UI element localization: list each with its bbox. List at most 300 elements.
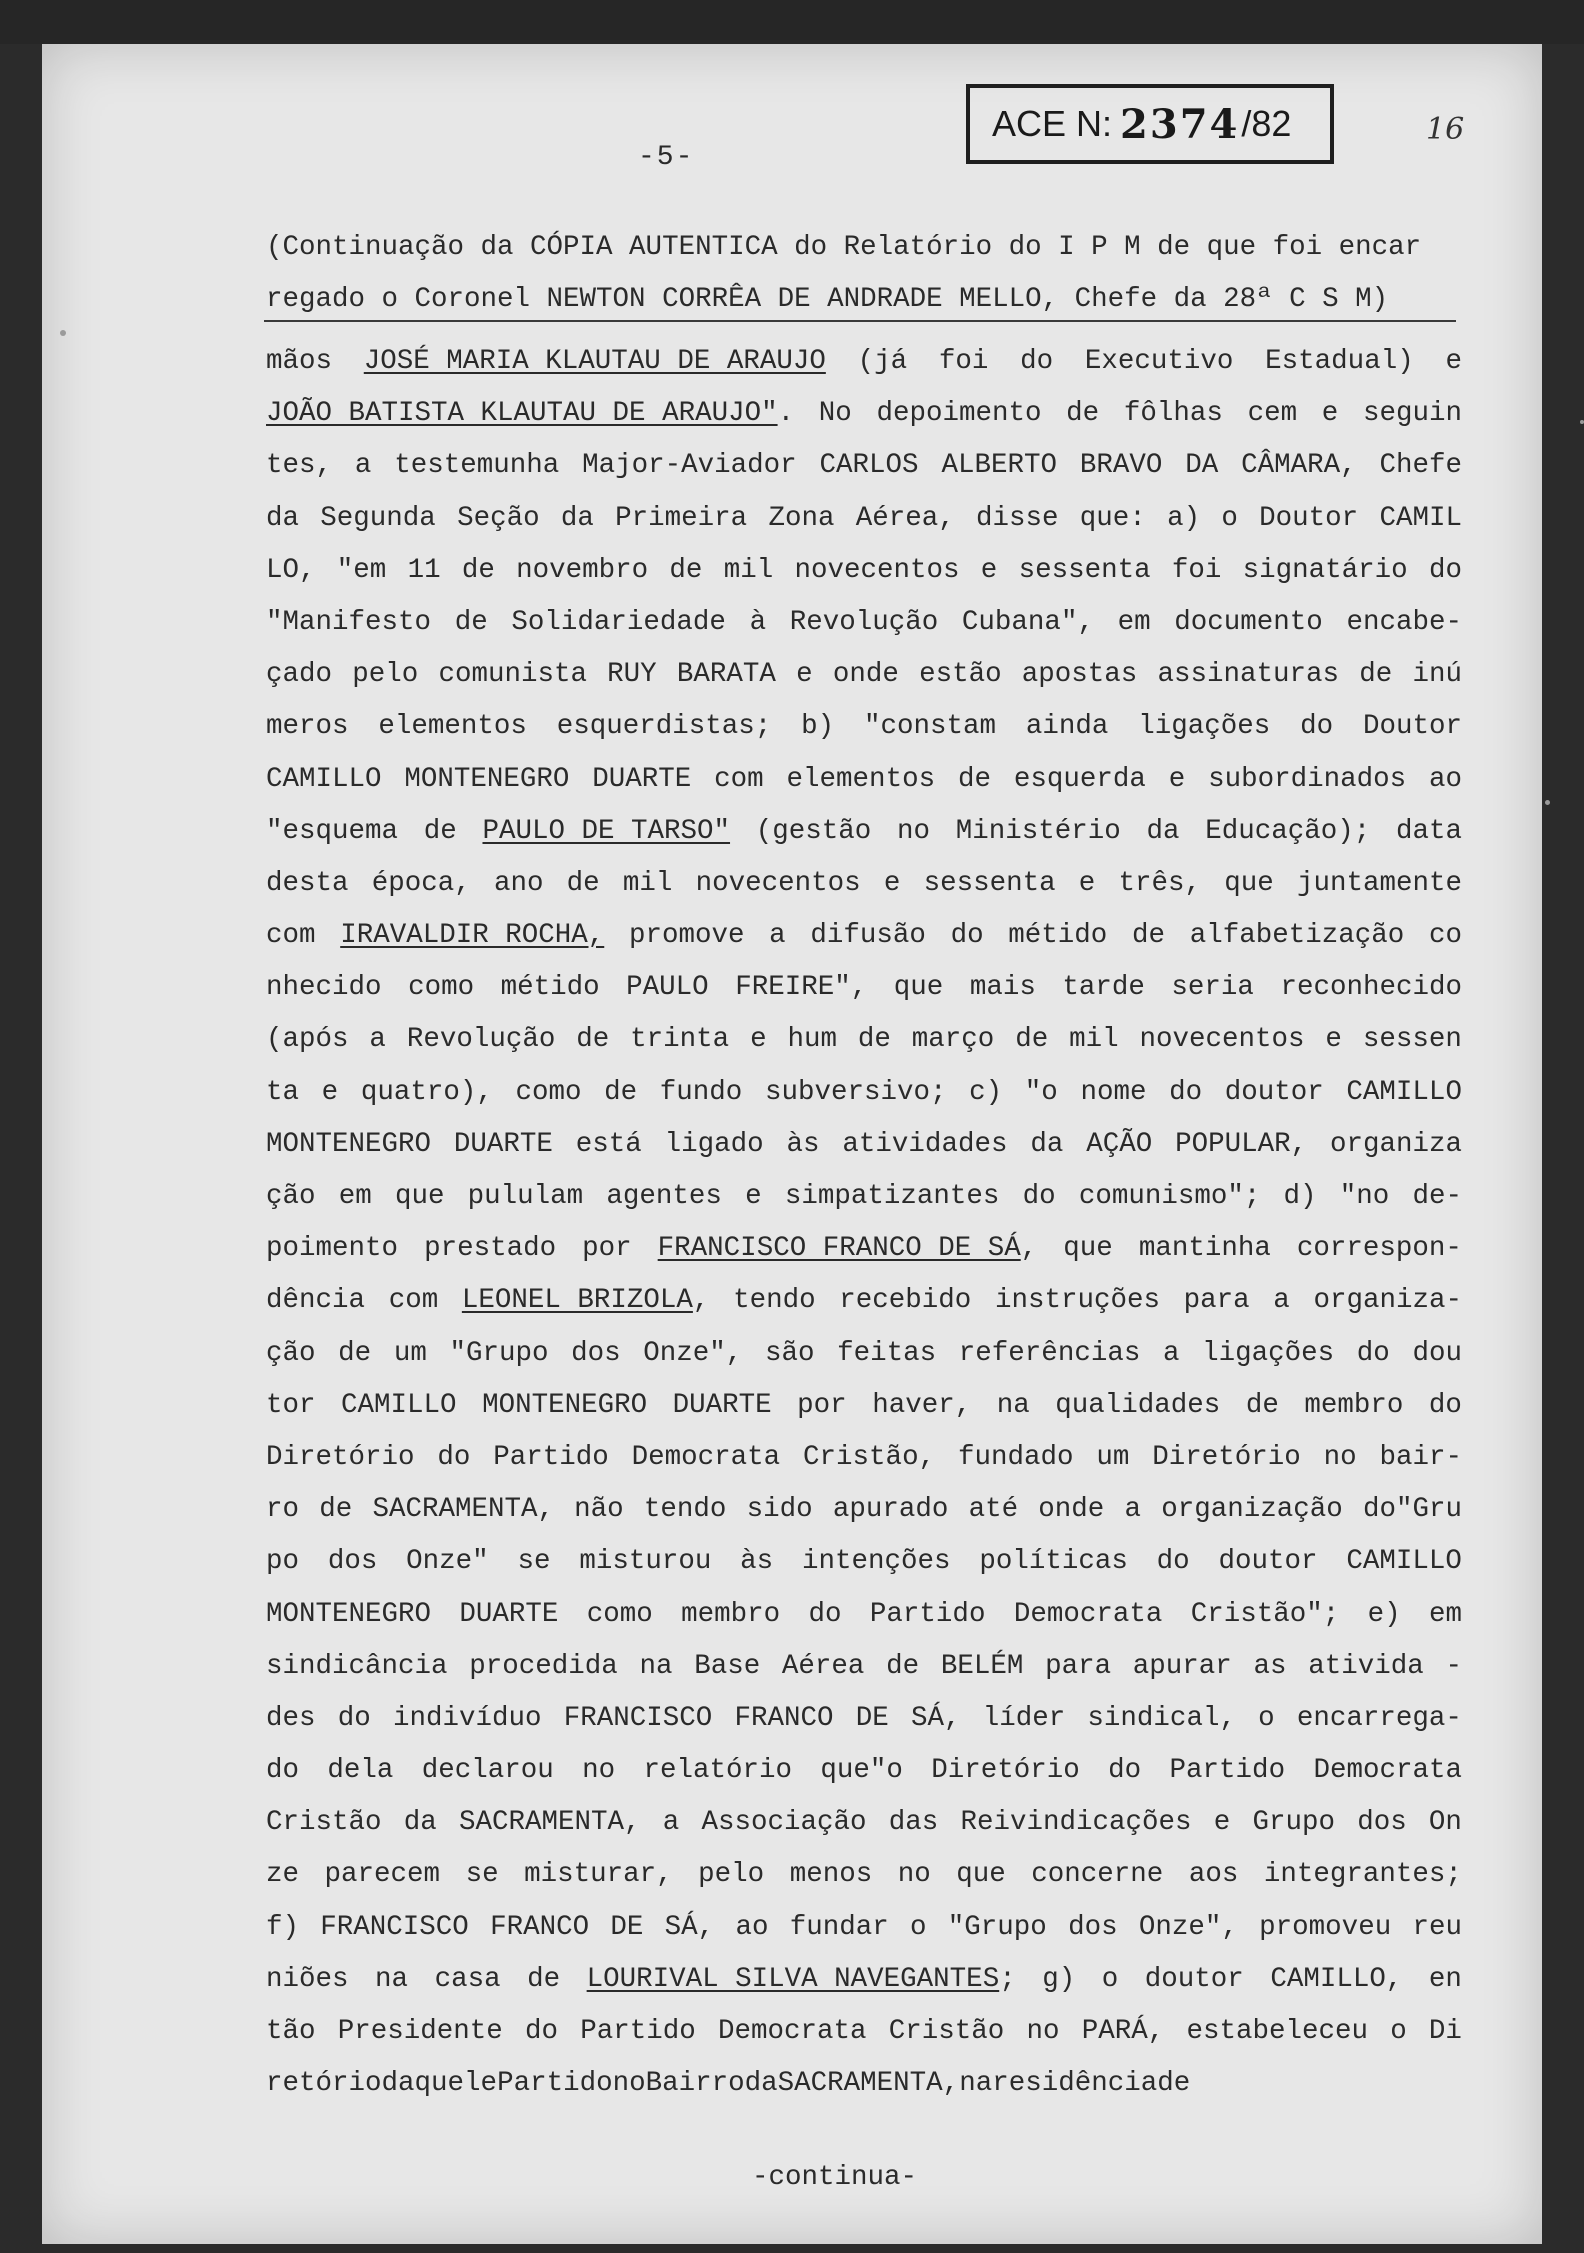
word: organização bbox=[1161, 1494, 1343, 1526]
underlined-name bbox=[340, 920, 604, 951]
word: a bbox=[354, 450, 372, 482]
underlined-name bbox=[587, 1964, 1016, 1995]
word: Presidente bbox=[337, 2016, 503, 2047]
word: qualidades bbox=[1055, 1389, 1221, 1421]
word: data bbox=[1395, 815, 1462, 847]
word: doutor bbox=[1218, 1546, 1318, 1578]
word: subversivo; bbox=[764, 1076, 947, 1108]
word: na bbox=[639, 1650, 673, 1682]
word: como bbox=[515, 1076, 582, 1108]
word: BELÉM bbox=[940, 1650, 1024, 1682]
word: SACRAMENTA, bbox=[372, 1494, 554, 1526]
underlined-text: PAULO DE TARSO" bbox=[482, 815, 731, 847]
word: tarde bbox=[1062, 972, 1145, 1004]
word: sindical, bbox=[1087, 1702, 1236, 1734]
word: bair- bbox=[1379, 1441, 1462, 1473]
word: dos bbox=[327, 1546, 378, 1578]
word: de bbox=[454, 606, 488, 638]
word: encabe- bbox=[1346, 606, 1462, 638]
word: do bbox=[337, 1702, 371, 1734]
page-number: -5- bbox=[638, 142, 695, 173]
word: meros bbox=[266, 711, 349, 743]
word: pelo bbox=[698, 1859, 765, 1891]
word: parecem bbox=[324, 1859, 441, 1891]
word: com bbox=[388, 1285, 439, 1317]
word: foi bbox=[1171, 554, 1222, 586]
word: Diretório bbox=[266, 1441, 415, 1473]
word: signatário bbox=[1242, 554, 1408, 586]
word: esquerda bbox=[1013, 763, 1146, 795]
punctuation: ; bbox=[999, 1963, 1016, 1995]
word: de bbox=[669, 554, 703, 586]
word: e bbox=[1325, 1024, 1342, 1056]
word: a bbox=[1273, 1285, 1290, 1317]
word: o bbox=[1390, 2016, 1407, 2047]
word: estabeleceu bbox=[1186, 2016, 1368, 2047]
word: organiza bbox=[1329, 1128, 1462, 1160]
word: que bbox=[1224, 867, 1274, 899]
word: e bbox=[745, 1181, 762, 1212]
word: nhecido bbox=[266, 972, 382, 1004]
word: Major-Aviador bbox=[582, 450, 797, 482]
underlined-name bbox=[266, 398, 794, 429]
word: ta bbox=[266, 1076, 300, 1108]
header-divider bbox=[264, 320, 1456, 322]
text-line bbox=[266, 1859, 1462, 1911]
word: Aérea bbox=[781, 1650, 865, 1682]
word: métido bbox=[1008, 920, 1108, 952]
word: que"o bbox=[820, 1755, 903, 1787]
word: procedida bbox=[469, 1650, 618, 1682]
word: "em bbox=[336, 554, 387, 586]
word: On bbox=[1428, 1807, 1462, 1839]
word: Doutor bbox=[1362, 711, 1462, 743]
word: o bbox=[1101, 1963, 1119, 1995]
word: o bbox=[1258, 1702, 1275, 1734]
word: PAULO bbox=[626, 972, 709, 1004]
word: que bbox=[1063, 1233, 1113, 1265]
word: haver, bbox=[872, 1389, 972, 1421]
word: Cristão"; bbox=[1190, 1598, 1340, 1630]
word: às bbox=[786, 1128, 820, 1160]
word: menos bbox=[789, 1859, 873, 1891]
word: no bbox=[582, 1755, 616, 1787]
text-line bbox=[266, 1912, 1462, 1964]
word: do bbox=[1020, 346, 1054, 377]
word: às bbox=[740, 1546, 774, 1578]
word: poimento bbox=[266, 1233, 399, 1265]
word: Revolução bbox=[789, 606, 939, 638]
document-header bbox=[266, 222, 1456, 326]
word: mil bbox=[622, 867, 673, 899]
word: do bbox=[437, 1441, 471, 1473]
text-line bbox=[266, 2016, 1462, 2068]
word: na bbox=[996, 1389, 1030, 1421]
word: que bbox=[394, 1181, 445, 1212]
word: po bbox=[266, 1546, 300, 1578]
word: feitas bbox=[837, 1337, 937, 1369]
word: alfabetização bbox=[1189, 920, 1405, 952]
word: reu bbox=[1412, 1911, 1462, 1943]
word: No bbox=[818, 398, 852, 430]
word: d) bbox=[1283, 1181, 1317, 1212]
word: Cristão, bbox=[803, 1441, 936, 1473]
word: promove bbox=[628, 920, 745, 952]
word: líder bbox=[982, 1702, 1066, 1734]
text-line bbox=[266, 972, 1462, 1024]
scan-speck bbox=[1580, 420, 1584, 424]
word: novembro bbox=[516, 554, 649, 586]
word: se bbox=[517, 1546, 551, 1578]
text-line bbox=[266, 1442, 1462, 1494]
word: ALBERTO bbox=[941, 450, 1057, 482]
word: do bbox=[808, 1598, 842, 1630]
word: (gestão bbox=[755, 815, 872, 847]
text-line bbox=[266, 2068, 1462, 2120]
word: des bbox=[266, 1702, 316, 1734]
word: de bbox=[527, 1963, 561, 1995]
word: DUARTE bbox=[672, 1389, 772, 1421]
word: elementos bbox=[786, 763, 936, 795]
word: sido bbox=[746, 1494, 813, 1526]
word: (já bbox=[857, 346, 908, 377]
word: MONTENEGRO bbox=[266, 1598, 432, 1630]
word: Seção bbox=[457, 502, 540, 534]
word: Partido bbox=[869, 1598, 986, 1630]
word: DA bbox=[1185, 450, 1219, 482]
word: seria bbox=[1171, 972, 1254, 1004]
word: desta bbox=[266, 867, 349, 899]
word: à bbox=[749, 606, 767, 638]
word: retório bbox=[266, 2068, 382, 2100]
word: onde bbox=[1038, 1494, 1105, 1526]
word: documento bbox=[1174, 606, 1323, 638]
word: de bbox=[1132, 920, 1166, 952]
word: Ministério bbox=[955, 815, 1121, 847]
word: a) bbox=[1167, 502, 1201, 534]
word: seguin bbox=[1362, 398, 1462, 430]
text-line bbox=[266, 659, 1462, 711]
word: integrantes; bbox=[1263, 1859, 1462, 1891]
underlined-name bbox=[658, 1233, 1038, 1264]
word: novecentos bbox=[794, 554, 960, 586]
word: novecentos bbox=[695, 867, 861, 899]
header-line-2: regado o Coronel NEWTON CORRÊA DE ANDRADE MELLO, Chefe da 28ª C S M) bbox=[266, 284, 1389, 315]
word: intenções bbox=[801, 1546, 951, 1578]
word: de bbox=[886, 1650, 920, 1682]
word: Diretório bbox=[1152, 1441, 1301, 1473]
word: ainda bbox=[1025, 711, 1109, 743]
word: simpatizantes bbox=[784, 1181, 1000, 1212]
text-line bbox=[266, 607, 1462, 659]
word: AÇÃO bbox=[1086, 1128, 1153, 1160]
word: declarou bbox=[421, 1755, 554, 1787]
word: CAMILLO, bbox=[1270, 1963, 1403, 1995]
word: BRAVO bbox=[1079, 450, 1163, 482]
word: POPULAR, bbox=[1175, 1128, 1308, 1160]
word: reconhecido bbox=[1280, 972, 1462, 1004]
word: com bbox=[266, 920, 316, 952]
word: Di bbox=[1428, 2016, 1462, 2047]
word: doutor bbox=[1144, 1963, 1244, 1995]
word: de bbox=[461, 554, 495, 586]
word: correspon- bbox=[1296, 1233, 1462, 1265]
word: fundado bbox=[957, 1441, 1074, 1473]
word: em bbox=[338, 1181, 372, 1212]
word: para bbox=[1183, 1285, 1250, 1317]
word: encarrega- bbox=[1296, 1702, 1462, 1734]
continuation-note: -continua- bbox=[752, 2162, 918, 2193]
text-line bbox=[266, 1181, 1462, 1233]
text-line bbox=[266, 1546, 1462, 1598]
word: apurado bbox=[832, 1494, 949, 1526]
word: estão bbox=[919, 659, 1002, 691]
word: do bbox=[266, 1755, 300, 1787]
word: ção bbox=[266, 1181, 316, 1212]
word: Democrata bbox=[631, 1441, 781, 1473]
word: trinta bbox=[630, 1024, 730, 1056]
word: CAMILLO bbox=[1346, 1546, 1462, 1578]
word: e bbox=[980, 554, 998, 586]
word: ano bbox=[493, 867, 544, 899]
word: residência bbox=[992, 2068, 1158, 2100]
word: de bbox=[1245, 1389, 1279, 1421]
word: de- bbox=[1412, 1181, 1462, 1212]
word: inú bbox=[1412, 659, 1462, 691]
word: comunista bbox=[438, 659, 587, 691]
text-line bbox=[266, 450, 1462, 502]
punctuation: , bbox=[1020, 1233, 1038, 1265]
word: da bbox=[1030, 1128, 1064, 1160]
word: MONTENEGRO bbox=[404, 763, 570, 795]
word: doutor bbox=[1224, 1076, 1324, 1108]
word: e) bbox=[1367, 1598, 1401, 1630]
text-line bbox=[266, 1233, 1462, 1285]
underlined-text: FRANCISCO FRANCO DE SÁ bbox=[657, 1233, 1021, 1265]
word: do bbox=[1156, 1546, 1190, 1578]
word: Bairro bbox=[645, 2068, 745, 2100]
word: fundar bbox=[789, 1911, 889, 1943]
word: do bbox=[524, 2016, 558, 2047]
word: apurar bbox=[1132, 1650, 1232, 1682]
underlined-name bbox=[462, 1285, 710, 1316]
word: as bbox=[1253, 1650, 1287, 1682]
word: esquerdistas; bbox=[556, 711, 772, 743]
word: tão bbox=[266, 2016, 316, 2047]
word: do bbox=[1108, 1755, 1142, 1787]
word: daquele bbox=[381, 2068, 498, 2100]
word: - bbox=[1445, 1650, 1462, 1682]
word: novecentos bbox=[1139, 1024, 1305, 1056]
word: ativida bbox=[1308, 1650, 1424, 1682]
word: casa bbox=[434, 1963, 501, 1995]
underlined-name bbox=[482, 816, 730, 847]
word: e bbox=[796, 659, 813, 691]
word: Partido bbox=[1169, 1755, 1286, 1787]
word: ro bbox=[266, 1494, 300, 1526]
word: CAMILLO bbox=[1346, 1076, 1462, 1108]
body-text bbox=[266, 346, 1462, 2120]
word: en bbox=[1428, 1963, 1462, 1995]
word: de bbox=[576, 1024, 610, 1056]
word: ligado bbox=[664, 1128, 764, 1160]
word: difusão bbox=[810, 920, 926, 952]
word: f) bbox=[266, 1911, 300, 1943]
word: de bbox=[957, 763, 991, 795]
word: DUARTE bbox=[459, 1598, 559, 1630]
word: tes, bbox=[266, 450, 333, 482]
word: da bbox=[744, 2068, 778, 2100]
word: o bbox=[1221, 502, 1238, 534]
word: agentes bbox=[606, 1181, 722, 1212]
word: e bbox=[750, 1024, 767, 1056]
text-line bbox=[266, 920, 1462, 972]
word: de bbox=[857, 1024, 891, 1056]
word: FRANCISCO bbox=[320, 1911, 469, 1943]
word: e bbox=[1321, 398, 1339, 430]
word: Onze", bbox=[643, 1337, 743, 1369]
word: de bbox=[566, 867, 600, 899]
word: promoveu bbox=[1259, 1911, 1392, 1943]
word: do bbox=[1428, 1389, 1462, 1421]
word: ao bbox=[1428, 763, 1462, 795]
word: pelo bbox=[352, 659, 419, 691]
underlined-name bbox=[364, 346, 826, 377]
stamp-label: ACE N: bbox=[992, 103, 1113, 144]
word: do bbox=[1356, 1337, 1390, 1369]
word: Democrata bbox=[1313, 1755, 1462, 1787]
word: dela bbox=[327, 1755, 394, 1787]
word: Estadual) bbox=[1265, 346, 1414, 377]
word: com bbox=[714, 763, 764, 795]
word: do bbox=[950, 920, 984, 952]
text-line bbox=[266, 1338, 1462, 1390]
word: sessenta bbox=[1018, 554, 1151, 586]
word: Grupo bbox=[1252, 1807, 1335, 1839]
word: CÂMARA, bbox=[1241, 450, 1357, 482]
word: Solidariedade bbox=[511, 606, 726, 638]
text-line bbox=[266, 346, 1462, 398]
word: concerne bbox=[1031, 1859, 1164, 1891]
word: a bbox=[662, 1807, 680, 1839]
word: Primeira bbox=[615, 502, 748, 534]
scan-top-margin bbox=[0, 0, 1584, 44]
text-line bbox=[266, 1285, 1462, 1337]
word: métido bbox=[500, 972, 600, 1004]
word: recebido bbox=[839, 1285, 972, 1317]
text-line bbox=[266, 868, 1462, 920]
word: MONTENEGRO bbox=[482, 1389, 648, 1421]
word: DE bbox=[855, 1702, 889, 1734]
word: de bbox=[1015, 1024, 1049, 1056]
word: da bbox=[266, 502, 300, 534]
word: fôlhas bbox=[1123, 398, 1223, 430]
word: Cubana", bbox=[961, 606, 1094, 638]
word: "Manifesto bbox=[266, 606, 432, 638]
word: cem bbox=[1247, 398, 1298, 430]
word: g) bbox=[1042, 1963, 1076, 1995]
word: apostas bbox=[1021, 659, 1138, 691]
word: e bbox=[883, 867, 901, 899]
word: comunismo"; bbox=[1078, 1181, 1261, 1212]
word: do bbox=[1169, 1076, 1203, 1108]
word: como bbox=[586, 1598, 653, 1630]
word: época, bbox=[371, 867, 471, 899]
word: "constam bbox=[863, 711, 997, 743]
text-line bbox=[266, 816, 1462, 868]
word: aos bbox=[1188, 1859, 1239, 1891]
word: de bbox=[604, 1076, 638, 1108]
ace-stamp bbox=[966, 84, 1334, 164]
word: no bbox=[612, 2068, 646, 2100]
word: de bbox=[338, 1337, 372, 1369]
text-line bbox=[266, 1964, 1462, 2016]
word: e bbox=[1168, 763, 1186, 795]
word: subordinados bbox=[1208, 763, 1407, 795]
underlined-text: LEONEL BRIZOLA bbox=[461, 1285, 693, 1317]
text-line bbox=[266, 398, 1462, 450]
word: Cristão bbox=[888, 2016, 1005, 2047]
word: DUARTE bbox=[453, 1128, 553, 1160]
word: de bbox=[1359, 659, 1393, 691]
word: membro bbox=[681, 1598, 781, 1630]
word: Onze" bbox=[406, 1546, 489, 1578]
word: "Grupo bbox=[947, 1911, 1047, 1943]
word: sessenta bbox=[923, 867, 1056, 899]
word: por bbox=[582, 1233, 632, 1265]
word: pululam bbox=[467, 1181, 584, 1212]
text-line bbox=[266, 1024, 1462, 1076]
word: relatório bbox=[643, 1755, 793, 1787]
word: CAMILLO bbox=[266, 763, 382, 795]
word: SACRAMENTA, bbox=[458, 1807, 641, 1839]
word: na bbox=[959, 2068, 993, 2100]
word: do bbox=[1022, 1181, 1056, 1212]
word: Partido bbox=[497, 2068, 613, 2100]
underlined-text: JOSÉ MARIA KLAUTAU DE ARAUJO bbox=[363, 346, 826, 377]
underlined-text: LOURIVAL SILVA NAVEGANTES bbox=[586, 1963, 1000, 1995]
word: que bbox=[956, 1859, 1006, 1891]
word: Cristão bbox=[266, 1807, 382, 1839]
word: niões bbox=[266, 1963, 349, 1995]
word: mil bbox=[723, 554, 774, 586]
word: disse bbox=[976, 502, 1059, 534]
word: dência bbox=[266, 1285, 366, 1317]
word: RUY bbox=[607, 659, 657, 691]
word: do bbox=[1428, 554, 1462, 586]
text-line bbox=[266, 711, 1462, 763]
word: foi bbox=[938, 346, 989, 377]
word: prestado bbox=[424, 1233, 557, 1265]
stamp-year: /82 bbox=[1241, 103, 1292, 144]
punctuation: , bbox=[692, 1285, 710, 1317]
word: Zona bbox=[768, 502, 835, 534]
word: LO, bbox=[266, 554, 316, 586]
word: mantinha bbox=[1138, 1233, 1271, 1265]
word: na bbox=[375, 1963, 409, 1995]
punctuation: . bbox=[777, 398, 795, 430]
scan-speck bbox=[1545, 800, 1550, 805]
word: b) bbox=[801, 711, 835, 743]
word: que bbox=[893, 972, 944, 1004]
word: sessen bbox=[1362, 1024, 1462, 1056]
word: nome bbox=[1080, 1076, 1147, 1108]
word: tendo bbox=[733, 1285, 816, 1317]
word: "Grupo bbox=[449, 1337, 549, 1369]
word: Doutor bbox=[1259, 502, 1359, 534]
text-line bbox=[266, 503, 1462, 555]
text-line bbox=[266, 1494, 1462, 1546]
